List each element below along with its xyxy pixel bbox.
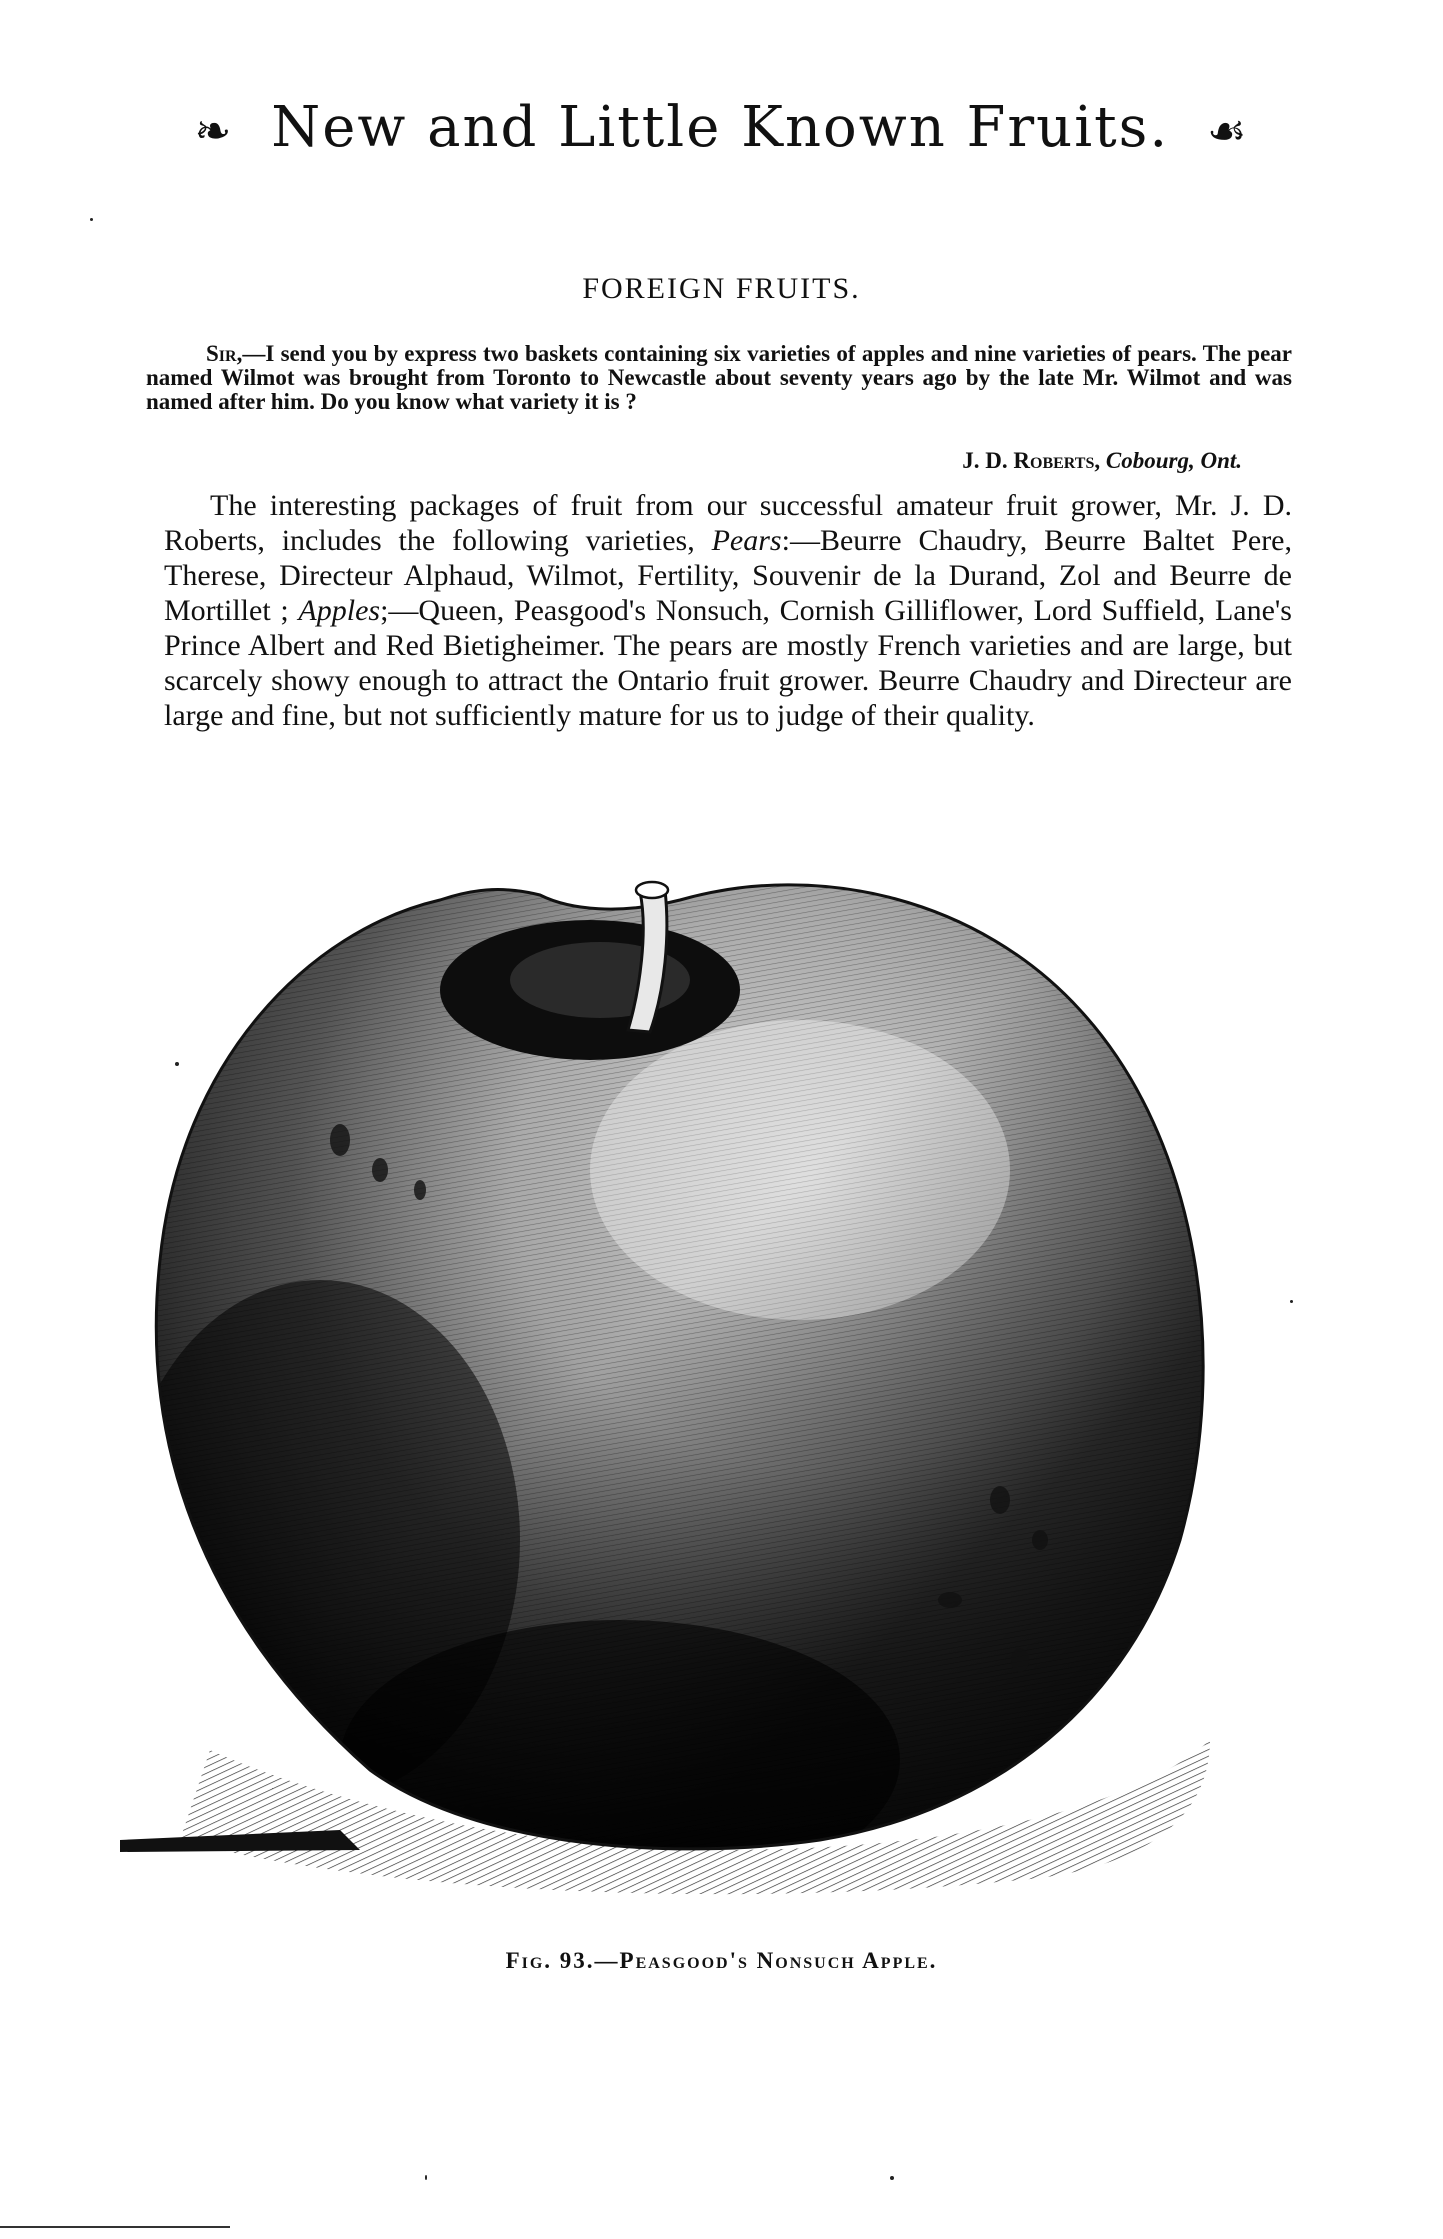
signature-name: J. D. Roberts, [962,448,1101,473]
right-ornament-icon: ☙ [1207,105,1249,157]
page-edge-rule [0,2226,230,2228]
header-title: New and Little Known Fruits. [271,95,1170,160]
body-text-part1: The interesting packages of fruit from our successful amateur fruit grower, Mr. J. D. Roberts, includes the following varieties, [164,489,1292,557]
page-speck [1290,1300,1293,1303]
letter-paragraph [146,342,1292,414]
apple-illustration [120,840,1280,1920]
letter-signature [146,448,1242,474]
apple-stem-cavity [440,920,740,1060]
body-paragraph [164,488,1292,733]
apples-label: Apples [298,594,381,627]
page-speck [175,1062,179,1066]
letter-salutation: Sir, [206,341,243,366]
page-speck [90,218,93,221]
left-ornament-icon: ❧ [194,105,234,157]
signature-place: Cobourg, Ont. [1105,448,1242,473]
page-speck [890,2176,894,2180]
letter-text: —I send you by express two baskets containing six varieties of apples and nine varieties of pears. The pear named Wilmot was brought from Toronto to Newcastle about seventy years ago by the late Mr. Wilmot and was named after him. Do you know what variety it is ? [146,341,1292,414]
page-header [0,95,1443,160]
page-speck [425,2175,427,2180]
figure-caption: Fig. 93.—Peasgood's Nonsuch Apple. [505,1948,938,1973]
section-title: FOREIGN FRUITS. [582,272,861,305]
body-text-part2: :—Beurre Chaudry, Beurre Baltet Pere, Therese, Directeur Alphaud, Wilmot, Fertility, Souvenir de la Durand, Zol and Beurre de Mortillet ; [164,524,1292,627]
pears-label: Pears [711,524,782,557]
body-text-part3: ;—Queen, Peasgood's Nonsuch, Cornish Gilliflower, Lord Suffield, Lane's Prince Albert and Red Bietigheimer. The pears are mostly French varieties and are large, but scarcely showy enough to attract the Ontario fruit grower. Beurre Chaudry and Directeur are large and fine, but not sufficiently mature for us to judge of their quality. [164,594,1292,732]
